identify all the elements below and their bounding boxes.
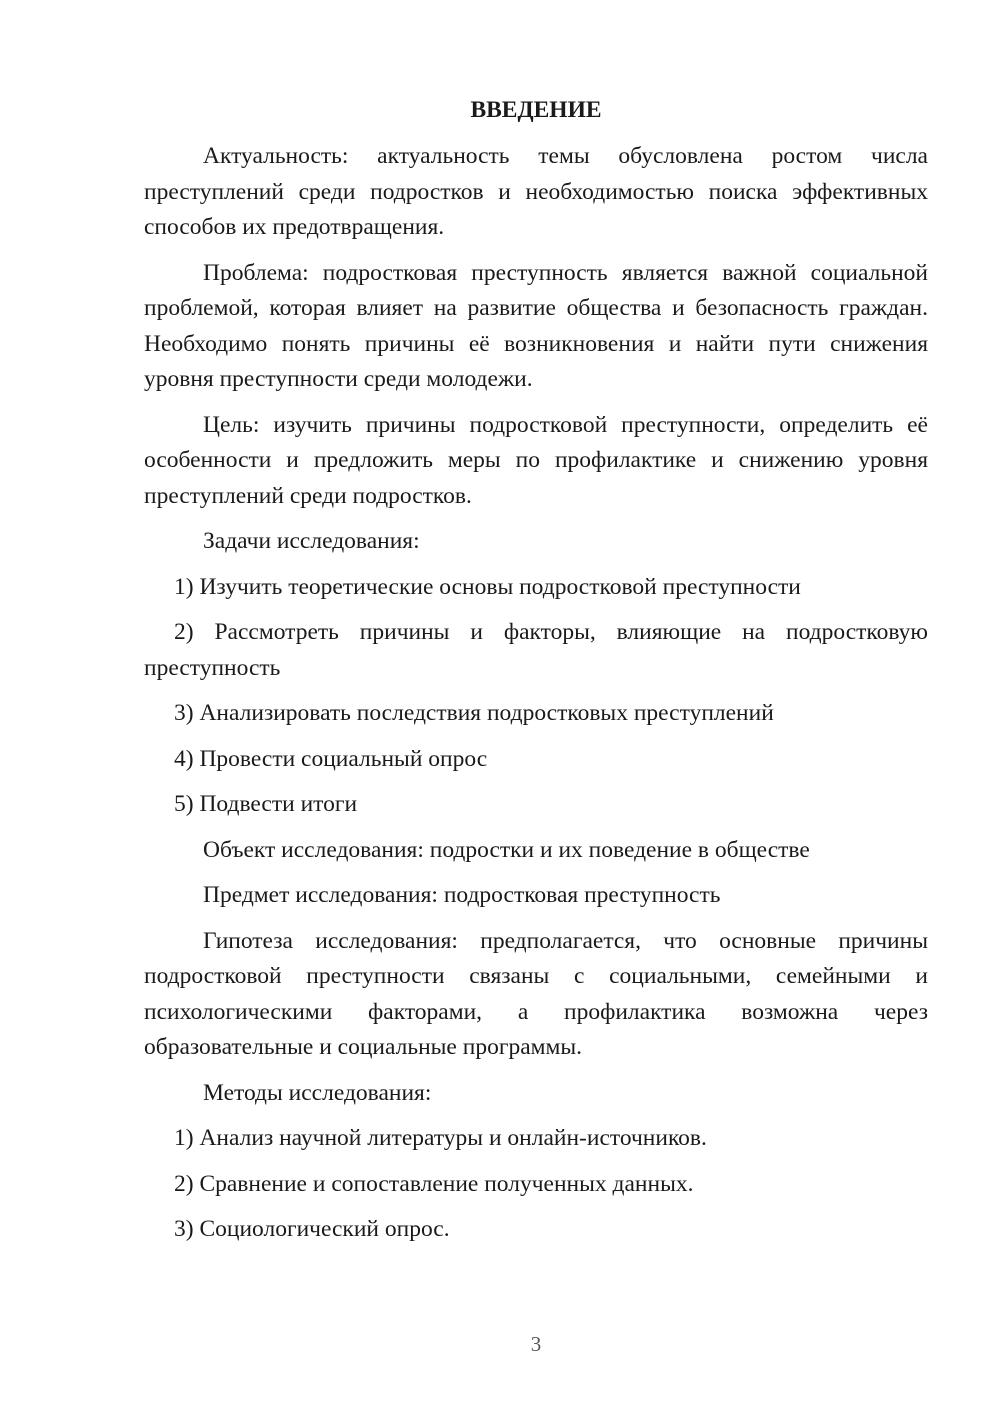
task-item: 5) Подвести итоги [174,791,358,817]
section-heading: ВВЕДЕНИЕ [470,97,602,123]
goal-paragraph: Цель: изучить причины подростковой преступности, определить её особенности и предложить меры по профилактике и снижению уровня преступлений среди подростков. [144,411,928,509]
method-item: 3) Социологический опрос. [174,1216,450,1242]
method-item: 1) Анализ научной литературы и онлайн-источников. [174,1125,707,1151]
problem-paragraph: Проблема: подростковая преступность является важной социальной проблемой, которая влияет на развитие общества и безопасность граждан. Необходимо понять причины её возникновения и найти пути снижения уровня преступности среди молодежи. [144,259,928,392]
page-number: 3 [530,1332,542,1356]
research-object: Объект исследования: подростки и их поведение в обществе [203,836,810,863]
hypothesis-paragraph: Гипотеза исследования: предполагается, что основные причины подростковой преступности связаны с социальными, семейными и психологическими факторами, а профилактика возможна через образовательные и социальные программы. [144,927,928,1060]
task-item: 4) Провести социальный опрос [174,745,488,772]
tasks-title: Задачи исследования: [203,528,420,554]
relevance-paragraph: Актуальность: актуальность темы обусловлена ростом числа преступлений среди подростков и необходимостью поиска эффективных способов их предотвращения. [144,143,928,240]
page-content [144,93,928,1258]
task-item: 1) Изучить теоретические основы подростковой преступности [174,573,801,600]
method-item: 2) Сравнение и сопоставление полученных данных. [174,1170,694,1197]
research-subject: Предмет исследования: подростковая преступность [203,882,721,908]
task-item: 3) Анализировать последствия подростковых преступлений [174,700,774,726]
task-item: 2) Рассмотреть причины и факторы, влияющие на подростковую преступность [144,619,928,681]
methods-title: Методы исследования: [203,1079,432,1106]
